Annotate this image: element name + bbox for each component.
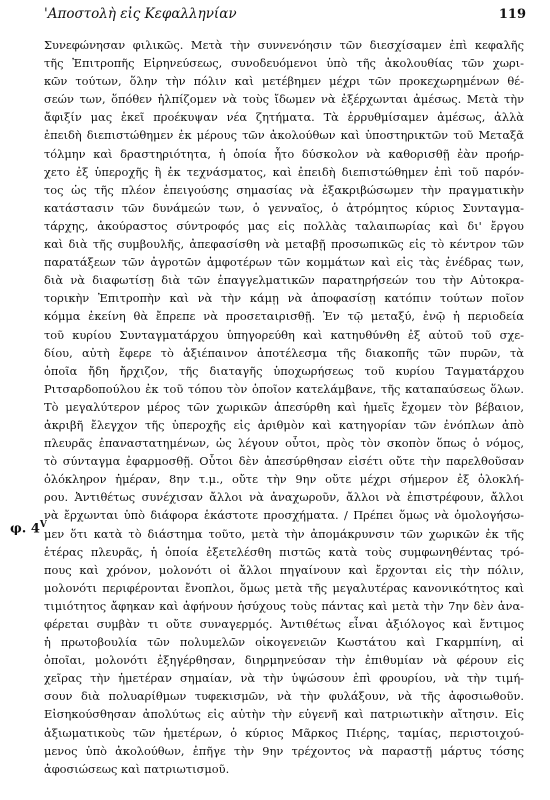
text-line: ὁλόκληρον ἡμέραν, 8ην τ.μ., οὔτε τὴν 9ην οὔτε μέχρι σήμερον ἐξ ὁλοκλή- (44, 472, 524, 487)
text-line: καὶ διὰ τῆς συμβουλῆς, ἀπεφασίσθη νὰ μεταβῇ προσωπικῶς εἰς τὸ κέντρον τῶν (44, 237, 524, 252)
text-line: Εἰσηκούσθησαν ἀπολύτως εἰς αὐτὴν τὴν εὐγενῆ καὶ πατριωτικὴν αἴτησιν. Εἰς (44, 707, 524, 722)
text-line: πλευρᾶς ἐπαναστατημένων, ὡς λέγουν οὗτοι, πρὸς τὸν σκοπὸν ὅπως ὁ νόμος, (44, 436, 524, 451)
text-line: ἐπειδὴ διεπιστώθημεν ἐκ μέρους τῶν ἀκολούθων καὶ ὑποστηρικτῶν τοῦ Μεταξᾶ (44, 128, 524, 143)
text-line: μολονότι περιφέρονται ἔνοπλοι, ὅμως μετὰ τῆς μεγαλυτέρας κανονικότητος καὶ (44, 580, 524, 595)
text-line: Τὸ μεγαλύτερον μέρος τῶν χωρικῶν ἀπεσύρθη καὶ ἡμεῖς ἔχομεν τὸν βέβαιον, (44, 399, 524, 414)
text-line: ἡ πρωτοβουλία τῶν πολυμελῶν οἰκογενειῶν Κωστάτου καὶ Γκαρμπίνη, αἱ (44, 635, 524, 650)
text-line: τορικὴν Ἐπιτροπὴν καὶ νὰ τὴν κάμῃ νὰ ἀποφασίσῃ κατόπιν τούτων ποῖον (44, 291, 524, 306)
folio-marker (10, 520, 47, 536)
page-number: 119 (498, 7, 526, 22)
text-line: τῆς Ἐπιτροπῆς Εἰρηνεύσεως, συνοδευόμενοι ὑπὸ τῆς ἀκολουθίας τῶν χωρι- (44, 56, 524, 71)
text-line: διὰ νὰ διαφωτίσῃ διὰ τῶν ἐπαγγελματικῶν παρατηρήσεών του τὴν Αὐτοκρα- (44, 273, 524, 288)
text-line: χετο ἐξ ὑπεροχῆς ἢ ἐκ τεχνάσματος, καὶ ἐπειδὴ διεπιστώθημεν ἐπὶ τοῦ παρόν- (44, 164, 524, 179)
text-line: φέρεται συμβὰν τι οὔτε συναγερμός. Ἀντιθέτως εἶναι ἀξιόλογος καὶ ἔντιμος (44, 617, 524, 631)
text-line: ὁποῖα ἤδη ἤρχιζον, τῆς διαταγῆς ὑποχωρήσεως τοῦ κυρίου Ταγματάρχου (44, 363, 524, 378)
text-line: τος ὡς τῆς πλέον ἐπειγούσης σημασίας νὰ ἐξακριβώσωμεν τὴν πραγματικὴν (44, 182, 524, 197)
text-line: παρατάξεων τῶν ἀγροτῶν ἀμφοτέρων τῶν κομμάτων καὶ εἰς τὰς ἐνέδρας των, (44, 255, 524, 270)
text-line: ὁποῖαι, μολονότι ἐξηγέρθησαν, διηρμηνεύσαν τὴν ἐπιθυμίαν νὰ φέρουν εἰς (44, 653, 524, 668)
text-line: σεών των, ὅπόθεν ἠλπίζομεν νὰ τοὺς ἴδωμεν νὰ ἐξέρχωνται ἀμέσως. Μετὰ τὴν (44, 92, 524, 107)
text-line: ἀφοσιώσεως καὶ πατριωτισμοῦ. (44, 761, 230, 776)
running-header (44, 6, 526, 26)
text-line: νὰ ἔρχωνται ὑπὸ διάφορα ἑκάστοτε προσχήματα. / Πρέπει ὅμως νὰ ὁμολογήσω- (44, 508, 524, 523)
text-line: κατάστασιν τῶν δυνάμεών των, ὁ γενναῖος, ὁ ἀτρόμητος κύριος Συνταγμα- (44, 200, 524, 215)
text-line: Συνεφώνησαν φιλικῶς. Μετὰ τὴν συννενόησιν τῶν διεσχίσαμεν ἐπὶ κεφαλῆς (44, 38, 524, 52)
folio-side: V (39, 520, 47, 530)
text-line: ἄφιξίν μας ἐκεῖ προέκυψαν νέα ζητήματα. Τὰ ἐρρυθμίσαμεν ἀμέσως, ἀλλὰ (44, 110, 524, 125)
text-line: κῶν τούτων, ὅλην τὴν πόλιν καὶ μετέβημεν μέχρι τῶν προκεχωρημένων θέ- (44, 74, 524, 89)
text-line: ἀξιωματικοὺς τῶν ἡμετέρων, ὁ κύριος Μᾶρκος Πιέρης, ταμίας, περιστοιχού- (44, 725, 524, 740)
text-line: μενος ὑπὸ ἀκολούθων, ἐπῆγε τὴν 9ην τρέχοντος νὰ παραστῇ μάρτυς τόσης (44, 743, 524, 758)
text-line: τοῦ κυρίου Συνταγματάρχου ὑπηγορεύθη καὶ κατηυθύνθη ἐξ αὐτοῦ τοῦ σχε- (44, 327, 524, 342)
text-line: πους καὶ χρόνον, μολονότι οἱ ἄλλοι πηγαίνουν καὶ ἔρχονται εἰς τὴν πόλιν, (44, 562, 524, 577)
text-line: τάρχης, ἀκούραστος σύντροφός μας εἰς πολλὰς ταλαιπωρίας καὶ δι' ἔργου (44, 218, 524, 233)
text-line: μεν ὅτι κατὰ τὸ διάστημα τοῦτο, μετὰ τὴν ἀπομάκρυνσιν τῶν χωρικῶν ἐκ τῆς (44, 526, 524, 541)
text-line: κόμμα ἐκείνη θὰ ἔπρεπε νὰ προσεταιρισθῇ. Ἐν τῷ μεταξύ, ἐνῷ ἡ περιοδεία (44, 309, 524, 324)
running-title: 'Αποστολὴ εἰς Κεφαλληνίαν (44, 6, 237, 22)
text-line: χεῖρας τὴν ἡμετέραν σημαίαν, νὰ τὴν ὑψώσουν ἐπὶ φρουρίου, νὰ τὴν τιμή- (44, 671, 524, 686)
text-line: Ριτσαρδοπούλου ἐκ τοῦ τόπου τὸν ὁποῖον κατελάμβανε, τῆς καταπαύσεως ὅλων. (44, 381, 524, 396)
text-line: τὸ σύνταγμα ἐφαρμοσθῇ. Οὗτοι δὲν ἀπεσύρθησαν εἰσέτι οὔτε τὴν παρελθοῦσαν (44, 454, 524, 469)
folio-label: φ. 4 (10, 521, 40, 537)
text-line: σουν διὰ πολυαρίθμων τυφεκισμῶν, νὰ τὴν φυλάξουν, νὰ τῆς ἀφοσιωθοῦν. (44, 689, 524, 704)
text-line: ἑτέρας πλευρᾶς, ἡ ὁποία ἐξετελέσθη πιστῶς κατὰ τοὺς συμφωνηθέντας τρό- (44, 544, 524, 559)
text-line: ἀκριβῆ ἔλεγχον τῆς ὑπεροχῆς εἰς ἀριθμὸν καὶ κατηγορίαν τῶν ἐνόπλων ἀπὸ (44, 417, 524, 432)
text-line: ρου. Ἀντιθέτως συνέχισαν ἄλλοι νὰ ἀναχωροῦν, ἄλλοι νὰ ἐπιστρέφουν, ἄλλοι (44, 490, 524, 505)
text-line: τιμιότητος ἄφηκαν καὶ ἀφήνουν ἡσύχους τοὺς πάντας καὶ μετὰ τὴν 7ην δὲν ἀνα- (44, 598, 524, 613)
text-line: δίου, αὐτὴ ἔφερε τὸ ἀξιέπαινον ἀποτέλεσμα τῆς διακοπῆς τῶν πυρῶν, τὰ (44, 345, 524, 360)
body-text (44, 36, 524, 778)
text-line: τόλμην καὶ δραστηριότητα, ἡ ὁποία ἦτο δύσκολον νὰ καθορισθῇ ἐὰν προήρ- (44, 146, 524, 161)
